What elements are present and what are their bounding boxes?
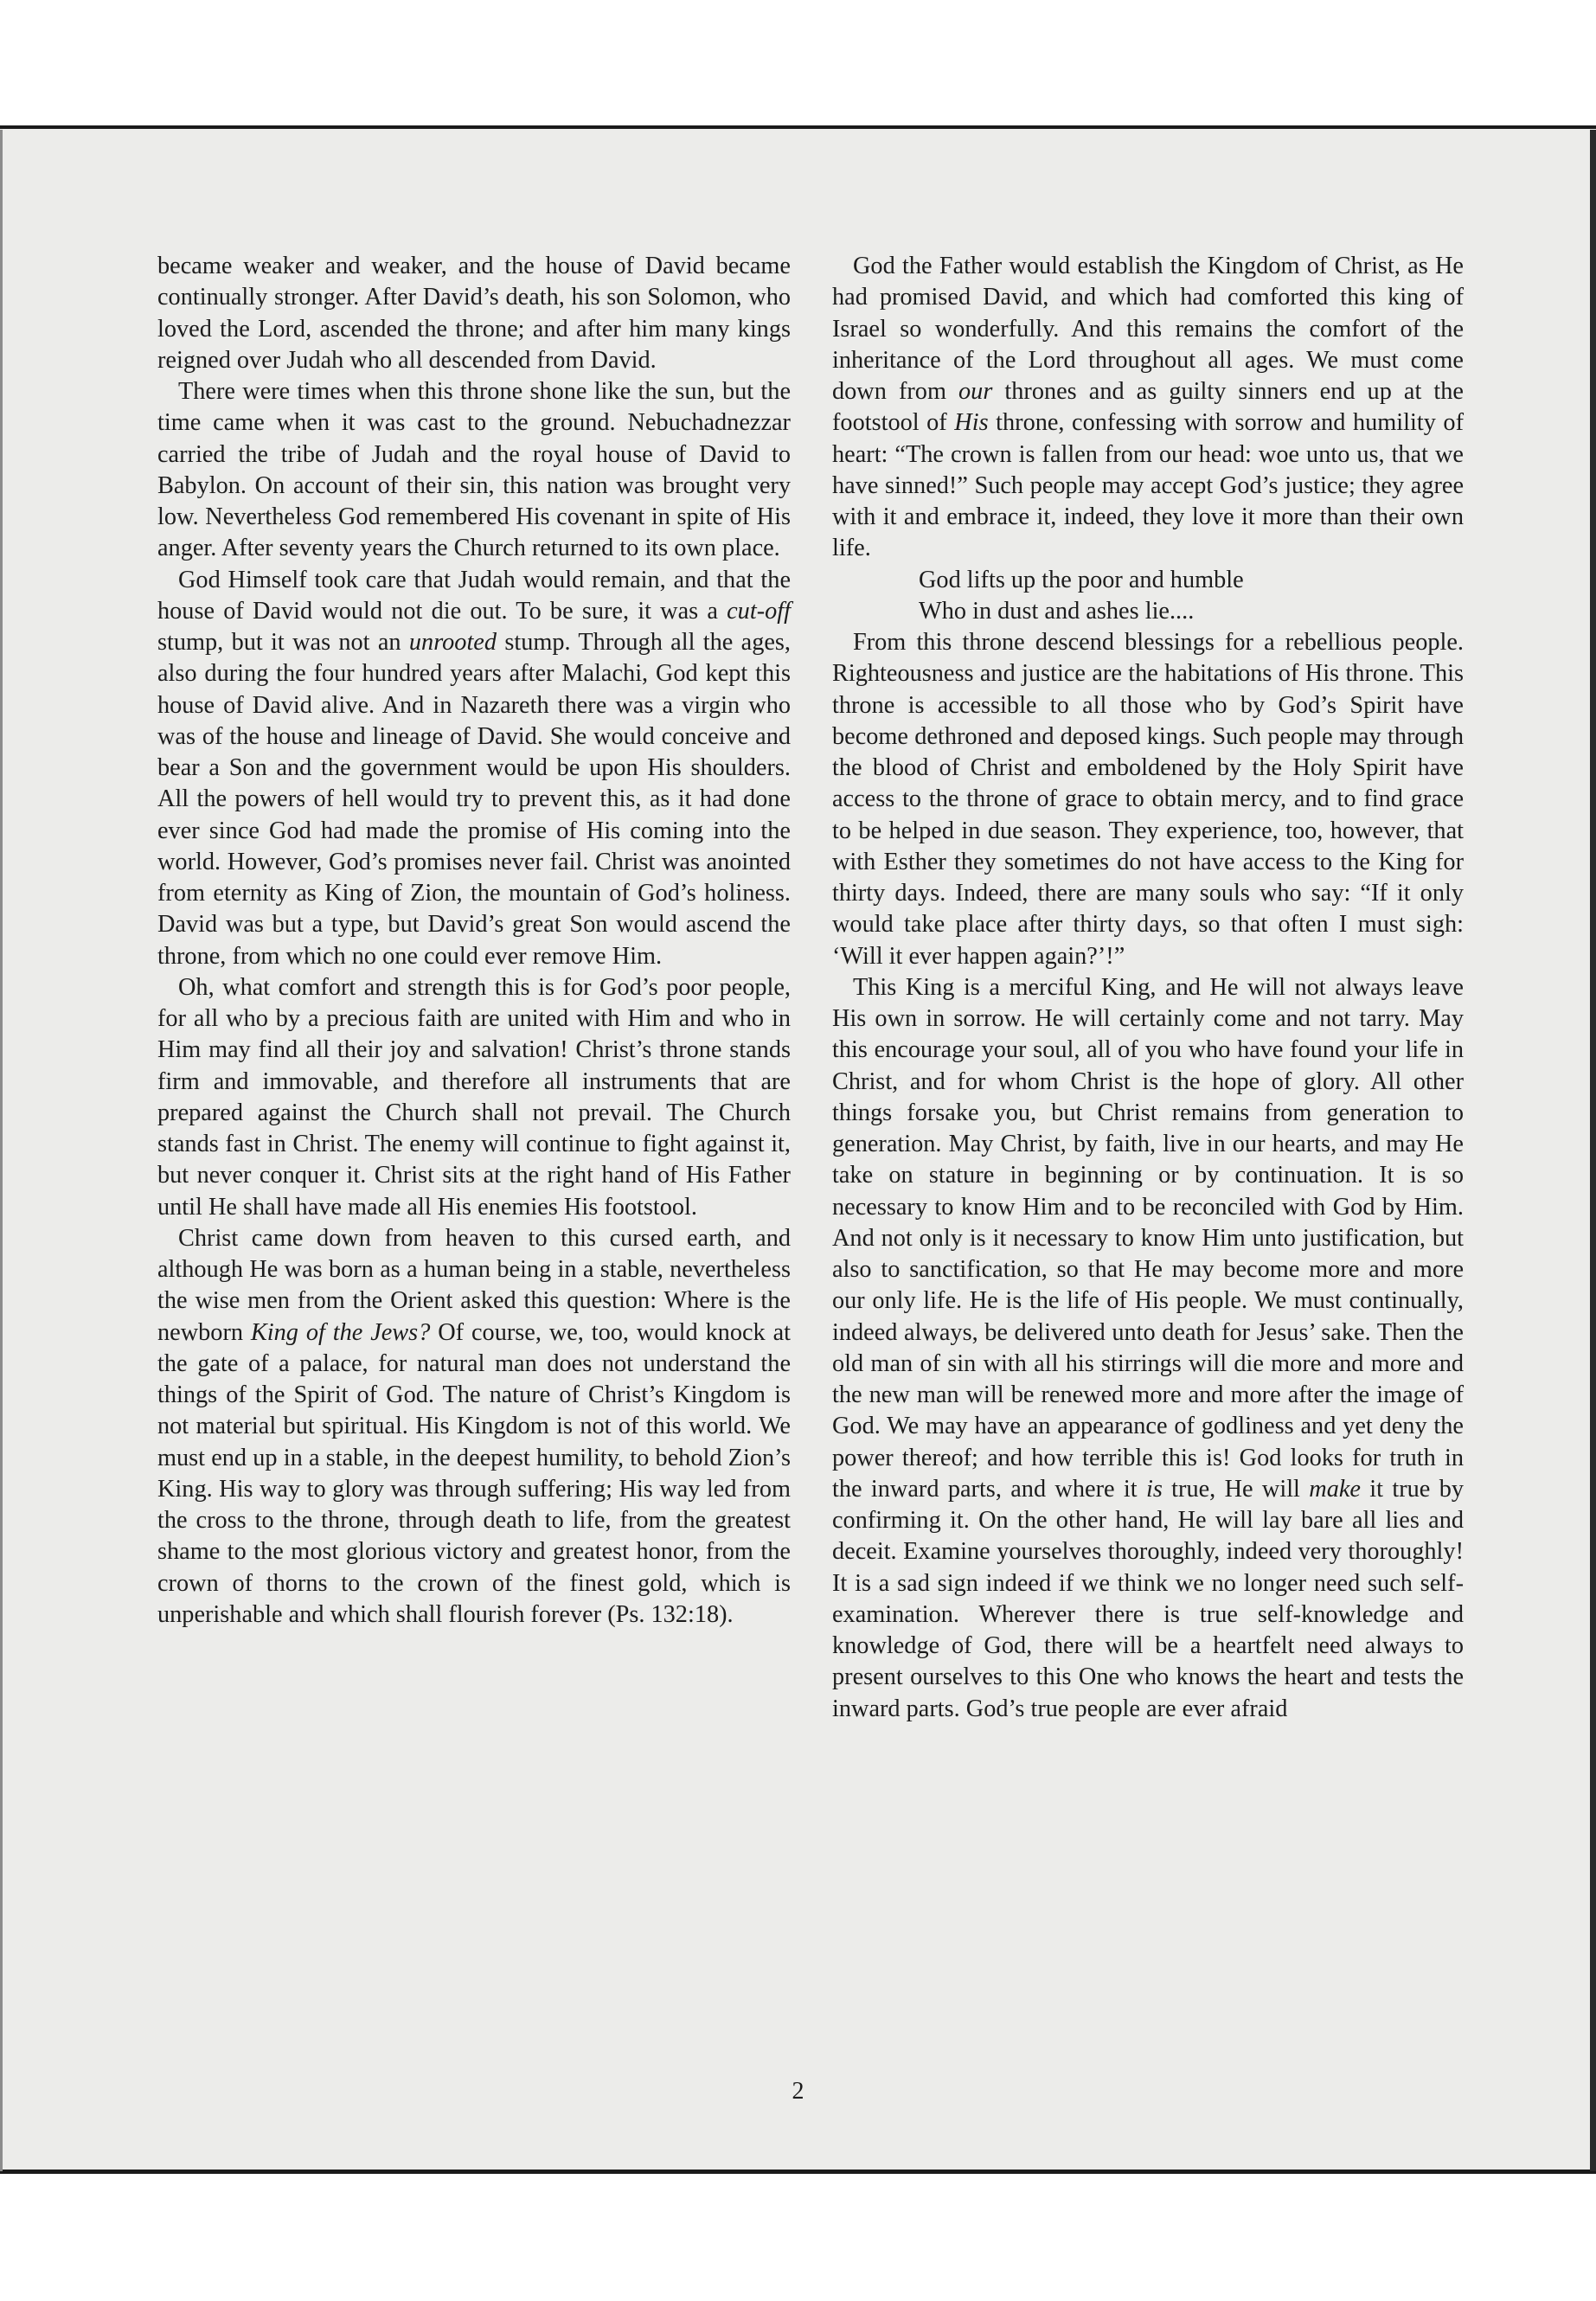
page-number: 2 [792, 2078, 804, 2105]
italic-text: our [958, 378, 993, 405]
paragraph: Oh, what comfort and strength this is for God’s poor people, for all who by a precious faith are united with Him and who in Him may find all their joy and salvation! Christ’s throne stands firm and immovable, and therefore all instruments that are prepared against the Church shall not prevail. The Church stands fast in Christ. The enemy will continue to fight against it, but never conquer it. Christ sits at the right hand of His Father until He shall have made all His enemies His footstool. [157, 973, 791, 1221]
italic-text: unrooted [408, 629, 497, 656]
page-edge-left [0, 130, 3, 2171]
verse-line: God lifts up the poor and humble [919, 566, 1244, 593]
verse-line: Who in dust and ashes lie.... [919, 597, 1195, 625]
paragraph: God the Father would establish the Kingdom of Christ, as He had promised David, and which had comforted this king of Israel so wonderfully. And this remains the comfort of the inheritance of the Lord throughout all ages. We must come down from our thrones and as guilty sinners end up at the footstool of His throne, confessing with sorrow and humility of heart: “The crown is fallen from our head: woe unto us, that we have sinned!” Such people may accept God’s justice; they agree with it and embrace it, indeed, they love it more than their own life. [832, 253, 1464, 562]
paragraph: There were times when this throne shone like the sun, but the time came when it was cast to the ground. Nebuchadnezzar carried the tribe of Judah and the royal house of David to Babylon. On account of their sin, this nation was brought very low. Nevertheless God remembered His covenant in spite of His anger. After seventy years the Church returned to its own place. [157, 378, 791, 562]
paragraph: Christ came down from heaven to this cursed earth, and although He was born as a human being in a stable, nevertheless the wise men from the Orient asked this question: Where is the newborn King of the Jews? Of course, we, too, would knock at the gate of a palace, for natural man does not understand the things of the Spirit of God. The nature of Christ’s Kingdom is not material but spiritual. His Kingdom is not of this world. We must end up in a stable, in the deepest humility, to behold Zion’s King. His way to glory was through suffering; His way led from the cross to the throne, through death to life, from the greatest shame to the most glorious victory and greatest honor, from the crown of thorns to the crown of the finest gold, which is unperishable and which shall flourish forever (Ps. 132:18). [157, 1224, 791, 1628]
italic-text: is [1145, 1475, 1163, 1503]
italic-text: His [954, 409, 989, 437]
page-edge-right [1590, 130, 1596, 2171]
paragraph: became weaker and weaker, and the house of David became continually stronger. After David’s death, his son Solomon, who loved the Lord, ascended the throne; and after him many kings reigned over Judah who all descended from David. [157, 253, 791, 374]
paragraph: God Himself took care that Judah would remain, and that the house of David would not die out. To be sure, it was a cut-off stump, but it was not an unrooted stump. Through all the ages, also during the four hundred years after Malachi, God kept this house of David alive. And in Nazareth there was a virgin who was of the house and lineage of David. She would conceive and bear a Son and the government would be upon His shoulders. All the powers of hell would try to prevent this, as it had done ever since God had made the promise of His coming into the world. However, God’s promises never fail. Christ was anointed from eternity as King of Zion, the mountain of God’s holiness. David was but a type, but David’s great Son would ascend the throne, from which no one could ever remove Him. [157, 566, 791, 970]
right-column [832, 251, 1464, 1725]
italic-text: make [1309, 1475, 1361, 1503]
italic-text: cut-off [727, 597, 791, 625]
paragraph: This King is a merciful King, and He will not always leave His own in sorrow. He will certainly come and not tarry. May this encourage your soul, all of you who have found your life in Christ, and for whom Christ is the hope of glory. All other things forsake you, but Christ remains from generation to generation. May Christ, by faith, live in our hearts, and may He take on stature in beginning or by continuation. It is so necessary to know Him and to be reconciled with God by Him. And not only is it necessary to know Him unto justification, but also to sanctification, so that He may become more and more our only life. He is the life of His people. We must continually, indeed always, be delivered unto death for Jesus’ sake. Then the old man of sin with all his stirrings will die more and more and the new man will be renewed more and more after the image of God. We may have an appearance of godliness and yet deny the power thereof; and how terrible this is! God looks for truth in the inward parts, and where it is true, He will make it true by confirming it. On the other hand, He will lay bare all lies and deceit. Examine yourselves thoroughly, indeed very thoroughly! It is a sad sign indeed if we think we no longer need such self-examination. Wherever there is true self-knowledge and knowledge of God, there will be a heartfelt need always to present ourselves to this One who knows the heart and tests the inward parts. God’s true people are ever afraid [832, 973, 1464, 1722]
italic-text: King of the Jews? [250, 1318, 431, 1346]
left-column [157, 251, 791, 1631]
paragraph: From this throne descend blessings for a rebellious people. Righteousness and justice are the habitations of His throne. This throne is accessible to all those who by God’s Spirit have become dethroned and deposed kings. Such people may through the blood of Christ and emboldened by the Holy Spirit have access to the throne of grace to obtain mercy, and to find grace to be helped in due season. They experience, too, however, that with Esther they sometimes do not have access to the King for thirty days. Indeed, there are many souls who say: “If it only would take place after thirty days, so that often I must sigh: ‘Will it ever happen again?’!” [832, 629, 1464, 970]
